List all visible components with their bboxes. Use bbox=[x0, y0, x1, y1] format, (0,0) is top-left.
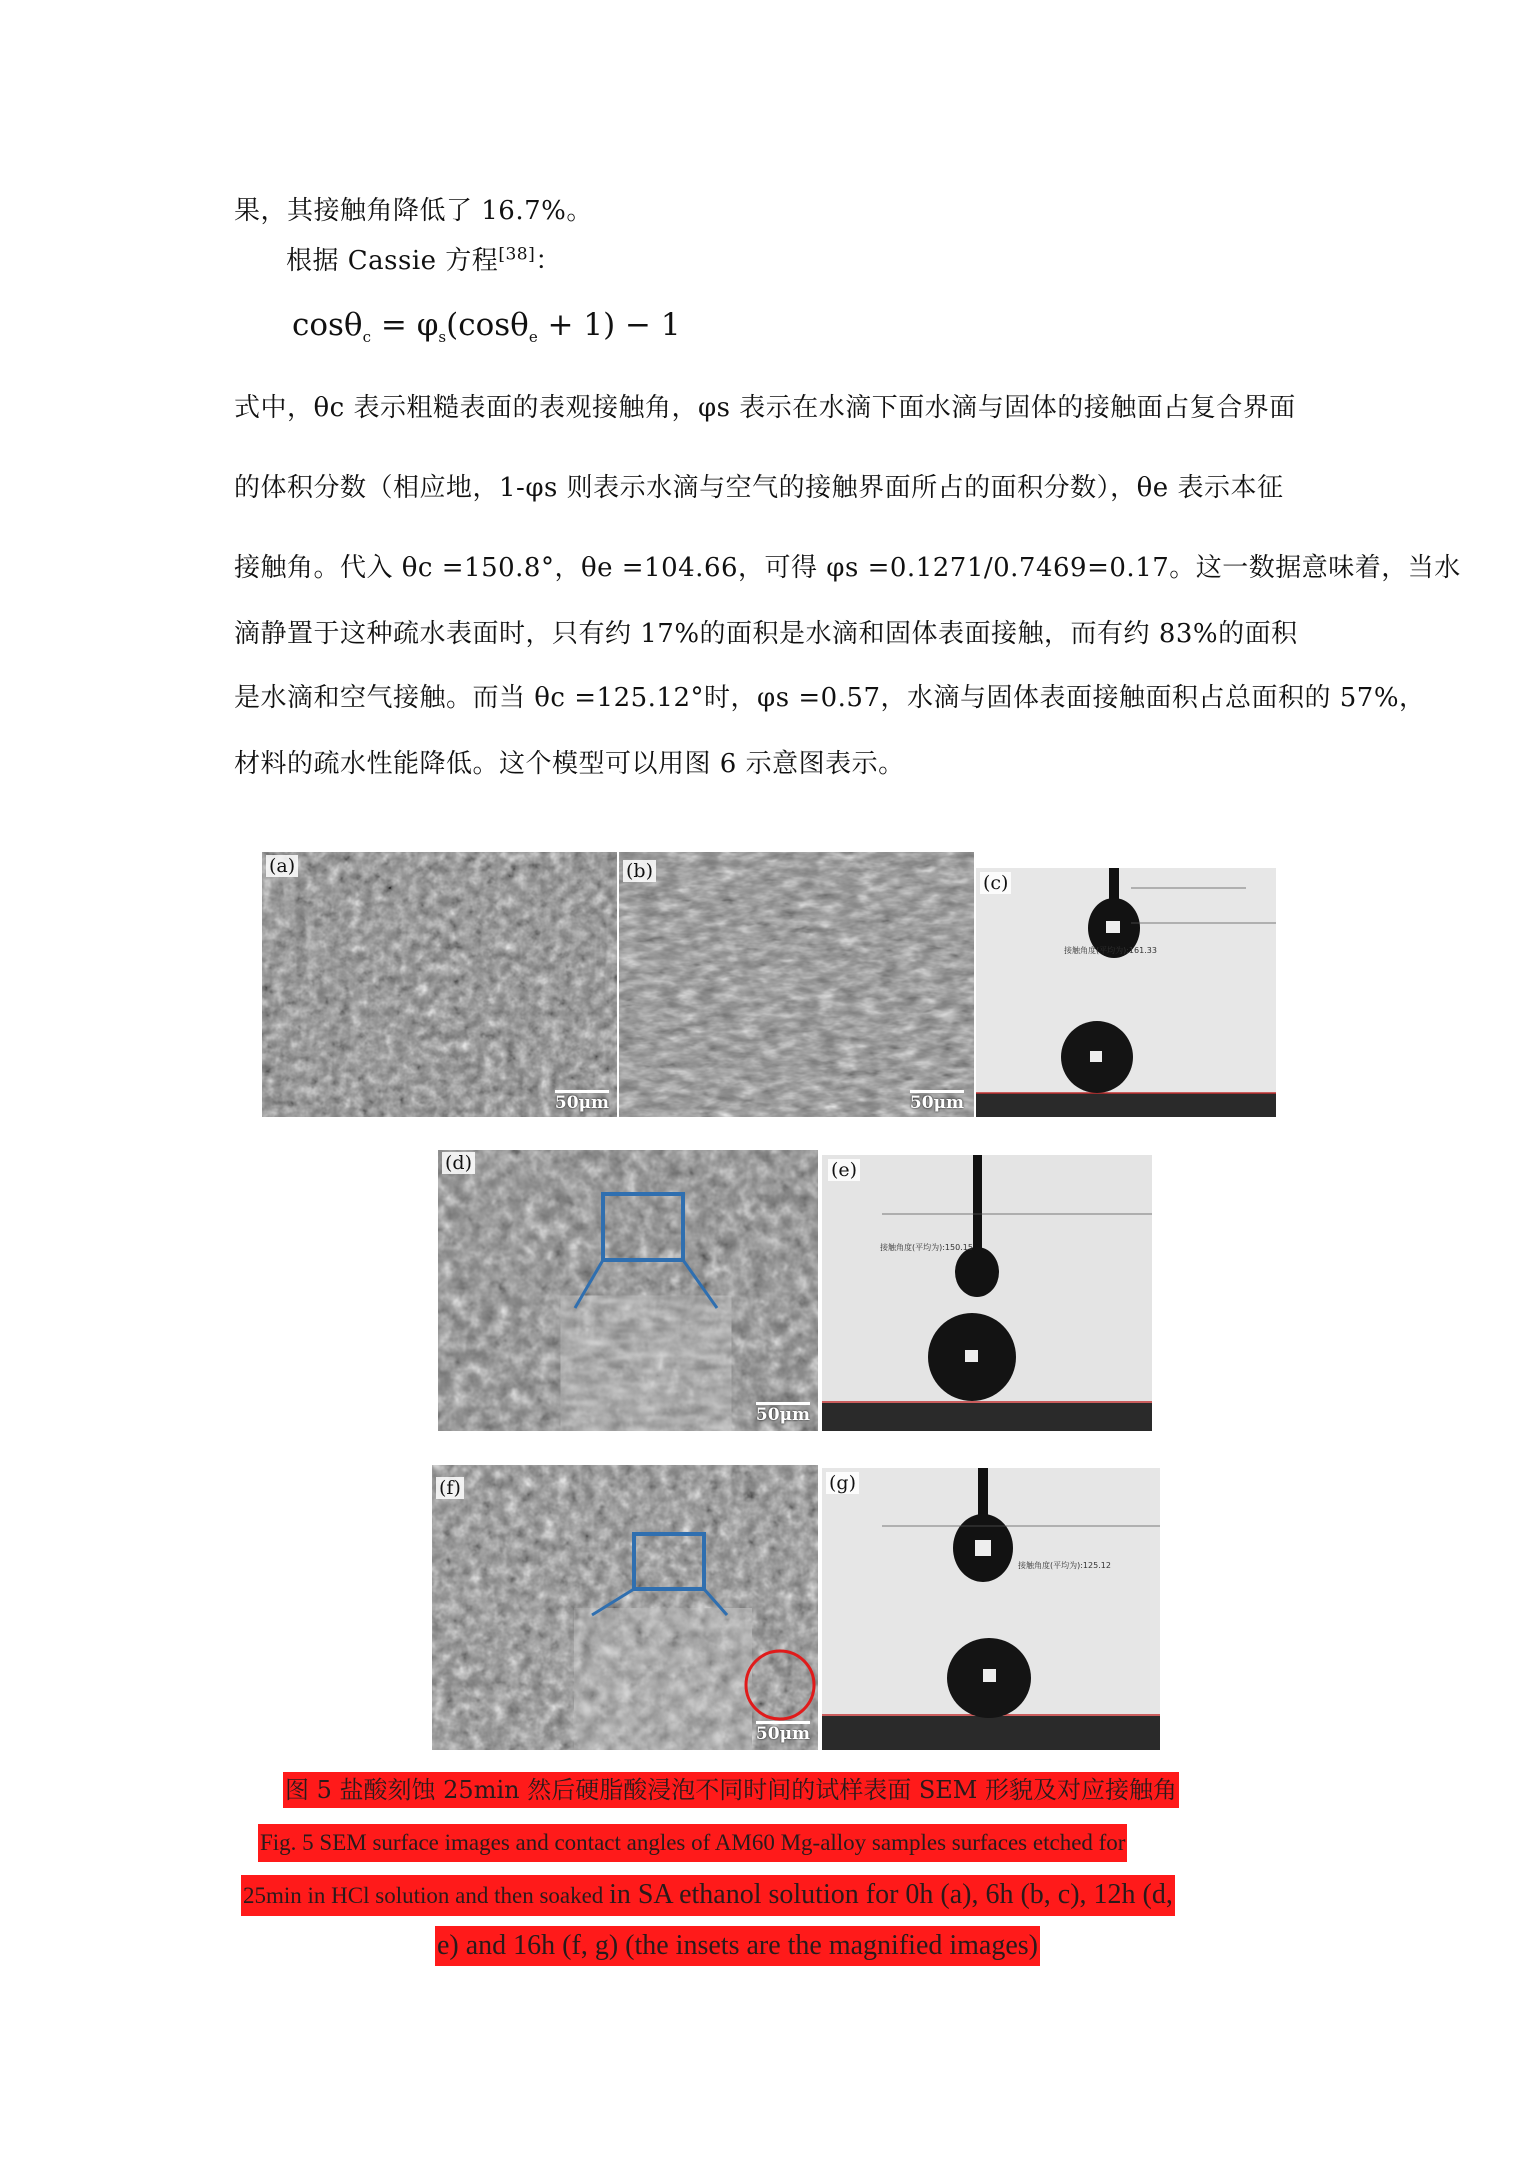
panel-label-a: (a) bbox=[266, 855, 298, 877]
cassie-intro: 根据 Cassie 方程 bbox=[286, 246, 499, 276]
scale-bar-f: 50μm bbox=[755, 1724, 810, 1744]
cassie-equation bbox=[292, 305, 681, 345]
eq-open: (cosθ bbox=[446, 307, 529, 343]
panel-label-b: (b) bbox=[623, 860, 656, 882]
paragraph-line-5: 是水滴和空气接触。而当 θc =125.12°时，φs =0.57，水滴与固体表面接触面积占总面积的 57%， bbox=[234, 683, 1426, 713]
panel-label-g: (g) bbox=[826, 1472, 859, 1494]
contact-angle-image-g bbox=[822, 1468, 1160, 1750]
eq-sub-c: c bbox=[362, 328, 372, 347]
panel-label-c: (c) bbox=[980, 872, 1011, 894]
citation-ref: [38] bbox=[498, 244, 536, 265]
eq-cos: cosθ bbox=[292, 307, 363, 343]
eq-close: + 1) − 1 bbox=[537, 307, 681, 343]
panel-label-f: (f) bbox=[436, 1477, 464, 1499]
text-line-2 bbox=[286, 243, 562, 279]
eq-sub-s: s bbox=[438, 328, 447, 347]
figure-caption-en-line-3: e) and 16h (f, g) (the insets are the magnified images) bbox=[435, 1926, 1040, 1966]
paragraph-line-2: 的体积分数（相应地，1-φs 则表示水滴与空气的接触界面所占的面积分数），θe 表示本征 bbox=[234, 473, 1284, 503]
figure-caption-cn: 图 5 盐酸刻蚀 25min 然后硬脂酸浸泡不同时间的试样表面 SEM 形貌及对应接触角 bbox=[283, 1772, 1179, 1808]
sem-image-a bbox=[262, 852, 617, 1117]
text-line-1: 果，其接触角降低了 16.7%。 bbox=[234, 196, 593, 226]
colon: ： bbox=[535, 246, 562, 276]
scale-bar-a: 50μm bbox=[554, 1093, 609, 1113]
scale-bar-d: 50μm bbox=[755, 1405, 810, 1425]
paragraph-line-3: 接触角。代入 θc =150.8°，θe =104.66，可得 φs =0.1271/0.7469=0.17。这一数据意味着，当水 bbox=[234, 553, 1461, 583]
ca-readout-c: 接触角度(平均为):161.33 bbox=[1064, 946, 1157, 955]
sem-image-d bbox=[438, 1150, 818, 1431]
paragraph-line-6: 材料的疏水性能降低。这个模型可以用图 6 示意图表示。 bbox=[234, 749, 905, 779]
panel-label-d: (d) bbox=[442, 1152, 475, 1174]
contact-angle-image-c bbox=[976, 868, 1276, 1117]
ca-readout-g: 接触角度(平均为):125.12 bbox=[1018, 1561, 1111, 1570]
paragraph-line-1: 式中，θc 表示粗糙表面的表观接触角，φs 表示在水滴下面水滴与固体的接触面占复合界面 bbox=[234, 393, 1296, 423]
sem-image-b bbox=[619, 852, 974, 1117]
contact-angle-image-e bbox=[822, 1155, 1152, 1431]
paragraph-line-4: 滴静置于这种疏水表面时，只有约 17%的面积是水滴和固体表面接触，而有约 83%的面积 bbox=[234, 619, 1298, 649]
panel-label-e: (e) bbox=[828, 1159, 860, 1181]
eq-sub-e: e bbox=[528, 328, 538, 347]
figure-caption-en-line-2 bbox=[241, 1875, 1175, 1916]
caption-part-large: in SA ethanol solution for 0h (a), 6h (b, c), 12h (d, bbox=[609, 1879, 1173, 1910]
figure-caption-en-line-1: Fig. 5 SEM surface images and contact angles of AM60 Mg-alloy samples surfaces etched for bbox=[258, 1824, 1127, 1862]
caption-part-small: 25min in HCl solution and then soaked bbox=[243, 1883, 610, 1908]
ca-readout-e: 接触角度(平均为):150.15 bbox=[880, 1243, 973, 1252]
sem-image-f bbox=[432, 1465, 818, 1750]
eq-phi: = φ bbox=[371, 307, 439, 343]
scale-bar-b: 50μm bbox=[909, 1093, 964, 1113]
